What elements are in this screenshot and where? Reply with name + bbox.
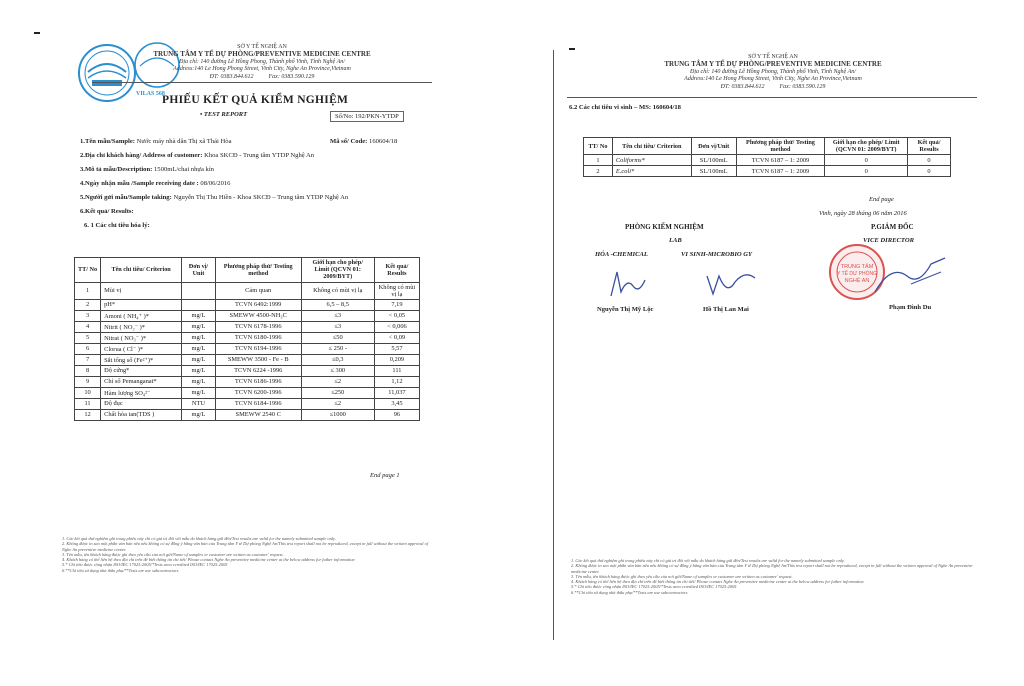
signature-loc — [603, 266, 653, 302]
cell-criterion: Độ cứng* — [101, 365, 182, 376]
sample-line: 1.Tên mẫu/Sample: Nước máy nhà dân Thị xã Thái Hòa — [80, 138, 232, 145]
cell-method: TCVN 6492:1999 — [215, 299, 301, 310]
cell-result: 5,57 — [374, 343, 419, 354]
cell-result: 111 — [374, 365, 419, 376]
svg-text:NGHỆ AN: NGHỆ AN — [844, 278, 870, 284]
col-method: Phương pháp thử/ Testing method — [736, 138, 825, 155]
cell-method: TCVN 6180-1996 — [215, 332, 301, 343]
page1-header — [102, 44, 422, 81]
cell-unit: mg/L — [182, 321, 216, 332]
cell-unit: mg/L — [182, 343, 216, 354]
table-row — [75, 310, 420, 321]
cell-no: 2 — [584, 166, 613, 177]
phone: ĐT: 0383.844.612 — [720, 83, 765, 90]
cell-no: 11 — [75, 398, 101, 409]
lab-subtitle: LAB — [669, 237, 682, 244]
cell-method: TCVN 6194-1996 — [215, 343, 301, 354]
cell-criterion: Clorua ( Cl⁻ )* — [101, 343, 182, 354]
cell-limit: ≤ 300 — [301, 365, 374, 376]
cell-result: 11,037 — [374, 387, 419, 398]
phone: ĐT: 0383.844.612 — [209, 73, 254, 80]
col-limit: Giới hạn cho phép/ Limit (QCVN 01: 2009/BYT) — [825, 138, 908, 155]
cell-no: 8 — [75, 365, 101, 376]
header-rule — [92, 82, 432, 83]
signer-director: Phạm Đình Du — [889, 304, 932, 311]
cell-method: TCVN 6178-1996 — [215, 321, 301, 332]
col-criterion: Tên chỉ tiêu/ Criterion — [612, 138, 691, 155]
header-rule — [567, 97, 977, 98]
logo-label: VILAS 568 — [136, 91, 165, 97]
cell-unit: mg/L — [182, 365, 216, 376]
cell-criterion: Nitrat ( NO₃⁻ )* — [101, 332, 182, 343]
table-row — [75, 376, 420, 387]
code-line: Mã số/ Code: 160604/18 — [330, 138, 398, 145]
signature-mai — [701, 266, 761, 302]
cell-method: SMEWW 4500-NH₃C — [215, 310, 301, 321]
col-unit: Đơn vị/ Unit — [182, 258, 216, 283]
cell-result: 0,209 — [374, 354, 419, 365]
cell-unit: mg/L — [182, 310, 216, 321]
fax: Fax: 0383.590.129 — [268, 73, 315, 80]
col-limit: Giới hạn cho phép/ Limit (QCVN 01: 2009/BYT) — [301, 258, 374, 283]
cell-criterion: Nitrit ( NO₂⁻ )* — [101, 321, 182, 332]
address-en: Address:140 Le Hong Phong Street, Vinh City, Nghe An Province,Vietnam — [684, 76, 862, 83]
cell-limit: ≤1000 — [301, 409, 374, 420]
cell-limit: Không có mùi vị lạ — [301, 282, 374, 299]
cell-criterion: Chất hòa tan(TDS ) — [101, 409, 182, 420]
cell-result: 96 — [374, 409, 419, 420]
customer-address-line: 2.Địa chỉ khách hàng/ Address of customer: Khoa SKCĐ - Trung tâm YTDP Nghệ An — [80, 152, 315, 159]
cell-no: 12 — [75, 409, 101, 420]
footnotes-page-1: 1. Các kết quả thử nghiệm ghi trong phiếu này chỉ có giá trị đối với mẫu do khách hàng gửi đến/Test results are valid for the namely submitted sample only. 2. Không được in sao một phần văn bản nếu nếu không có sự đồng ý bằng văn bản của Trung tâm Y tế Dự phòng Nghệ An/This test report shall not be reproduced, except in full without the written approval of Nghe An preventive medicine center. 3. Tên mẫu, tên khách hàng được ghi theo yêu cầu của nơi gửi/Name of samples or customer are written as customer' request. 4. Khách hàng có thể liên hệ theo địa chỉ trên để biết thông tin chi tiết/ Please contact Nghe An preventive medicine center at the below address for futher information 5.* Chỉ tiêu được công nhận ISO/IEC 17025:2005/*Tests area ccredited ISO/IEC 17025:2005 6.**Chỉ tiêu sử dụng nhà thầu phụ/**Tests are use subcontractors — [62, 536, 428, 573]
table-row — [75, 332, 420, 343]
cell-no: 6 — [75, 343, 101, 354]
col-results: Kết quả/ Results — [908, 138, 951, 155]
cell-method: TCVN 6186-1996 — [215, 376, 301, 387]
cell-method: SMEWW 3500 - Fe - B — [215, 354, 301, 365]
cell-limit: ≤3 — [301, 310, 374, 321]
cell-criterion: E.coli* — [612, 166, 691, 177]
lab-title: PHÒNG KIỂM NGHIỆM — [625, 223, 704, 231]
cell-no: 2 — [75, 299, 101, 310]
footnotes-page-2: 1. Các kết quả thử nghiệm ghi trong phiếu này chỉ có giá trị đối với mẫu do khách hàng gửi đến/Test results are valid for the namely submitted sample only. 2. Không được in sao một phần văn bản nếu nếu không có sự đồng ý bằng văn bản của Trung tâm Y tế Dự phòng Nghệ An/This test report shall not be reproduced, except in full without the written approval of Nghe An preventive medicine center. 3. Tên mẫu, tên khách hàng được ghi theo yêu cầu của nơi gửi/Name of samples or customer are written as customer' request. 4. Khách hàng có thể liên hệ theo địa chỉ trên để biết thông tin chi tiết/ Please contact Nghe An preventive medicine center at the below address for futher information 5.* Chỉ tiêu được công nhận ISO/IEC 17025:2005/*Tests area ccredited ISO/IEC 17025:2005 6.**Chỉ tiêu sử dụng nhà thầu phụ/**Tests are use subcontractors — [571, 558, 973, 595]
cell-unit: mg/L — [182, 332, 216, 343]
chem-section-title: 6. 1 Các chỉ tiêu hóa lý: — [84, 222, 150, 229]
cell-no: 3 — [75, 310, 101, 321]
report-number: Số/No: 192/PKN-YTDP — [330, 111, 404, 122]
cell-limit: ≤ 250 - — [301, 343, 374, 354]
cell-result: < 0,09 — [374, 332, 419, 343]
cell-limit: ≤2 — [301, 398, 374, 409]
end-page-2: End page — [869, 196, 894, 203]
page2-header — [613, 54, 933, 91]
cell-method: TCVN 6224 -1996 — [215, 365, 301, 376]
cell-criterion: Chỉ số Pemanganat* — [101, 376, 182, 387]
cell-limit: 0 — [825, 155, 908, 166]
signature-du — [871, 254, 951, 298]
report-page-2 — [553, 40, 993, 640]
cell-unit: SL/100mL — [691, 166, 736, 177]
end-page-1: End page 1 — [370, 472, 400, 479]
cell-no: 7 — [75, 354, 101, 365]
col-criterion: Tên chỉ tiêu/ Criterion — [101, 258, 182, 283]
ministry-name: SỞ Y TẾ NGHỆ AN — [748, 54, 798, 60]
cell-limit: ≤2 — [301, 376, 374, 387]
chemical-results-table — [74, 257, 420, 421]
address-en: Address:140 Le Hong Phong Street, Vinh City, Nghe An Province,Vietnam — [173, 66, 351, 73]
scan-mark — [569, 48, 575, 50]
cell-method: SMEWW 2540 C — [215, 409, 301, 420]
cell-unit: mg/L — [182, 409, 216, 420]
director-title: P.GIÁM ĐỐC — [871, 223, 914, 231]
signing-date: Vinh, ngày 28 tháng 06 năm 2016 — [819, 210, 907, 217]
cell-result: 1,12 — [374, 376, 419, 387]
svg-text:TRUNG TÂM: TRUNG TÂM — [840, 264, 874, 270]
table-row — [75, 282, 420, 299]
page-edge-left — [553, 50, 554, 640]
ministry-name: SỞ Y TẾ NGHỆ AN — [237, 44, 287, 50]
centre-name: TRUNG TÂM Y TẾ DỰ PHÒNG/PREVENTIVE MEDICINE CENTRE — [664, 60, 882, 69]
report-subtitle: • TEST REPORT — [200, 111, 248, 118]
signer-chemical: Nguyễn Thị Mỹ Lộc — [597, 306, 654, 313]
col-no: TT/ No — [584, 138, 613, 155]
cell-criterion: Hàm lượng SO₄²⁻ — [101, 387, 182, 398]
cell-method: TCVN 6200-1996 — [215, 387, 301, 398]
cell-result: 0 — [908, 155, 951, 166]
cell-unit: mg/L — [182, 354, 216, 365]
table-row — [75, 343, 420, 354]
signer-microbio: Hồ Thị Lan Mai — [703, 306, 749, 313]
cell-limit: ≤50 — [301, 332, 374, 343]
table-row — [584, 155, 951, 166]
cell-criterion: Coliforms* — [612, 155, 691, 166]
address-vn: Địa chỉ: 140 đường Lê Hồng Phong, Thành phố Vinh, Tỉnh Nghệ An/ — [179, 58, 345, 65]
col-results: Kết quả/ Results — [374, 258, 419, 283]
cell-method: TCVN 6187 – 1: 2009 — [736, 155, 825, 166]
cell-limit: 0 — [825, 166, 908, 177]
table-row — [75, 409, 420, 420]
fax: Fax: 0383.590.129 — [779, 83, 826, 90]
table-header-row — [75, 258, 420, 283]
microbio-label: VI SINH-MICROBIO GY — [681, 251, 753, 258]
micro-section-title: 6.2 Các chỉ tiêu vi sinh – MS: 160604/18 — [569, 104, 681, 111]
cell-method: TCVN 6187 – 1: 2009 — [736, 166, 825, 177]
cell-criterion: Amoni ( NH₄⁺ )* — [101, 310, 182, 321]
cell-criterion: pH* — [101, 299, 182, 310]
director-subtitle: VICE DIRECTOR — [863, 237, 914, 244]
table-header-row — [584, 138, 951, 155]
cell-limit: 6,5 – 8,5 — [301, 299, 374, 310]
microbio-results-table — [583, 137, 951, 177]
col-no: TT/ No — [75, 258, 101, 283]
cell-unit: NTU — [182, 398, 216, 409]
sample-taker-line: 5.Người gửi mẫu/Sample taking: Nguyễn Thị Thu Hiền - Khoa SKCĐ – Trung tâm YTDP Nghệ An — [80, 194, 349, 201]
cell-method: TCVN 6184-1996 — [215, 398, 301, 409]
table-row — [75, 321, 420, 332]
cell-result: 7,19 — [374, 299, 419, 310]
cell-limit: ≤0,3 — [301, 354, 374, 365]
cell-unit: mg/L — [182, 387, 216, 398]
cell-limit: ≤250 — [301, 387, 374, 398]
cell-result: 0 — [908, 166, 951, 177]
cell-result: Không có mùi vị lạ — [374, 282, 419, 299]
receiving-date-line: 4.Ngày nhận mẫu /Sample receiving date : 08/06/2016 — [80, 180, 231, 187]
cell-unit — [182, 282, 216, 299]
table-row — [75, 365, 420, 376]
svg-text:Y TẾ DỰ PHÒNG: Y TẾ DỰ PHÒNG — [837, 271, 877, 277]
description-line: 3.Mô tả mẫu/Description: 1500mL/chai nhựa kín — [80, 166, 214, 173]
table-row — [75, 354, 420, 365]
table-row — [75, 398, 420, 409]
report-page-1 — [32, 28, 442, 648]
cell-no: 5 — [75, 332, 101, 343]
cell-unit: SL/100mL — [691, 155, 736, 166]
cell-criterion: Độ đục — [101, 398, 182, 409]
cell-no: 10 — [75, 387, 101, 398]
table-row — [75, 387, 420, 398]
cell-result: 3,45 — [374, 398, 419, 409]
cell-no: 1 — [584, 155, 613, 166]
centre-name: TRUNG TÂM Y TẾ DỰ PHÒNG/PREVENTIVE MEDICINE CENTRE — [153, 50, 371, 59]
col-unit: Đơn vị/Unit — [691, 138, 736, 155]
cell-unit — [182, 299, 216, 310]
scan-mark — [34, 32, 40, 34]
table-row — [75, 299, 420, 310]
report-title: PHIẾU KẾT QUẢ KIỂM NGHIỆM — [162, 94, 349, 106]
cell-no: 9 — [75, 376, 101, 387]
col-method: Phương pháp thử/ Testing method — [215, 258, 301, 283]
cell-criterion: Mùi vị — [101, 282, 182, 299]
cell-result: < 0,05 — [374, 310, 419, 321]
cell-no: 1 — [75, 282, 101, 299]
results-label: 6.Kết quả/ Results: — [80, 208, 134, 215]
chemical-label: HÓA -CHEMICAL — [595, 251, 648, 258]
cell-result: < 0,006 — [374, 321, 419, 332]
cell-criterion: Sắt tổng số (Fe²⁺)* — [101, 354, 182, 365]
cell-no: 4 — [75, 321, 101, 332]
cell-unit: mg/L — [182, 376, 216, 387]
address-vn: Địa chỉ: 140 đường Lê Hồng Phong, Thành phố Vinh, Tỉnh Nghệ An/ — [690, 68, 856, 75]
cell-method: Cảm quan — [215, 282, 301, 299]
table-row — [584, 166, 951, 177]
cell-limit: ≤3 — [301, 321, 374, 332]
